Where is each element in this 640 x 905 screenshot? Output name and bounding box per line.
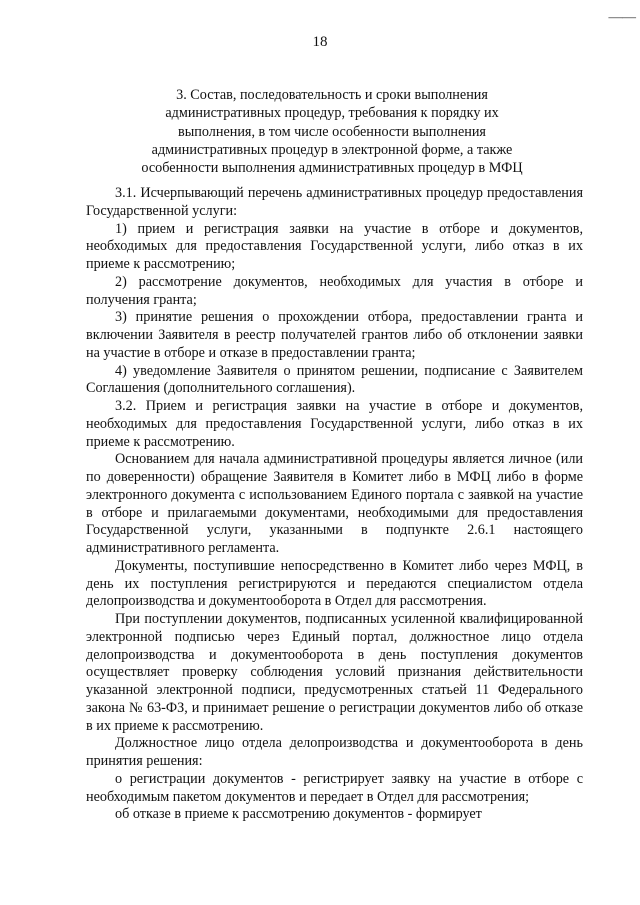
paragraph-electronic-signature: При поступлении документов, подписанных усиленной квалифицированной электронной подписью через Единый портал, должностное лицо отдела делопроизводства и документооборота в день поступления документов осуществляет проверку соблюдения условий признания действительности указанной электронной подписи, предусмотренных статьей 11 Федерального закона № 63-ФЗ, и принимает решение о регистрации документов либо об отказе в их приеме к рассмотрению. xyxy=(86,611,583,734)
paragraph-documents: Документы, поступившие непосредственно в Комитет либо через МФЦ, в день их поступления регистрируются и передаются специалистом отдела делопроизводства и документооборота в Отдел для рассмотрения. xyxy=(86,557,583,610)
section-title-line: 3. Состав, последовательность и сроки выполнения xyxy=(176,87,488,103)
section-title xyxy=(112,86,552,177)
list-item-4: 4) уведомление Заявителя о принятом решении, подписание с Заявителем Соглашения (дополнительного соглашения). xyxy=(86,362,583,397)
paragraph-3-2: 3.2. Прием и регистрация заявки на участие в отборе и документов, необходимых для предоставления Государственной услуги, либо отказ в их приеме к рассмотрению. xyxy=(86,398,583,450)
section-title-line: особенности выполнения административных процедур в МФЦ xyxy=(141,160,523,177)
section-title-line: административных процедур в электронной форме, а также xyxy=(151,141,513,158)
section-title-line: административных процедур, требования к порядку их xyxy=(165,105,499,122)
paragraph-refusal: об отказе в приеме к рассмотрению документов - формирует xyxy=(115,806,482,823)
list-item-3: 3) принятие решения о прохождении отбора, предоставлении гранта и включении Заявителя в реестр получателей грантов либо об отклонении заявки на участие в отборе и отказе в предоставлении гранта; xyxy=(86,309,583,361)
paragraph-official: Должностное лицо отдела делопроизводства и документооборота в день принятия решения: xyxy=(86,735,583,769)
paragraph-registration: о регистрации документов - регистрирует заявку на участие в отборе с необходимым пакетом документов и передает в Отдел для рассмотрения; xyxy=(86,770,583,805)
list-item-1: 1) прием и регистрация заявки на участие в отборе и документов, необходимых для предоставления Государственной услуги, либо отказ в их приеме к рассмотрению; xyxy=(86,220,583,272)
section-title-line: выполнения, в том числе особенности выполнения xyxy=(178,123,486,140)
list-item-2: 2) рассмотрение документов, необходимых для участия в отборе и получения гранта; xyxy=(86,273,583,308)
document-body xyxy=(86,185,583,824)
paragraph-basis: Основанием для начала административной процедуры является личное (или по доверенности) обращение Заявителя в Комитет либо в МФЦ либо в форме электронного документа с использованием Единого портала с заявкой на участие в отборе и прилагаемыми документами, необходимыми для предоставления Государственной услуги, указанными в подпункте 2.6.1 настоящего административного регламента. xyxy=(86,451,583,556)
paragraph-3-1: 3.1. Исчерпывающий перечень административных процедур предоставления Государственной услуги: xyxy=(86,185,583,219)
corner-mark: — — xyxy=(608,10,634,25)
page-number: 18 xyxy=(312,34,328,50)
